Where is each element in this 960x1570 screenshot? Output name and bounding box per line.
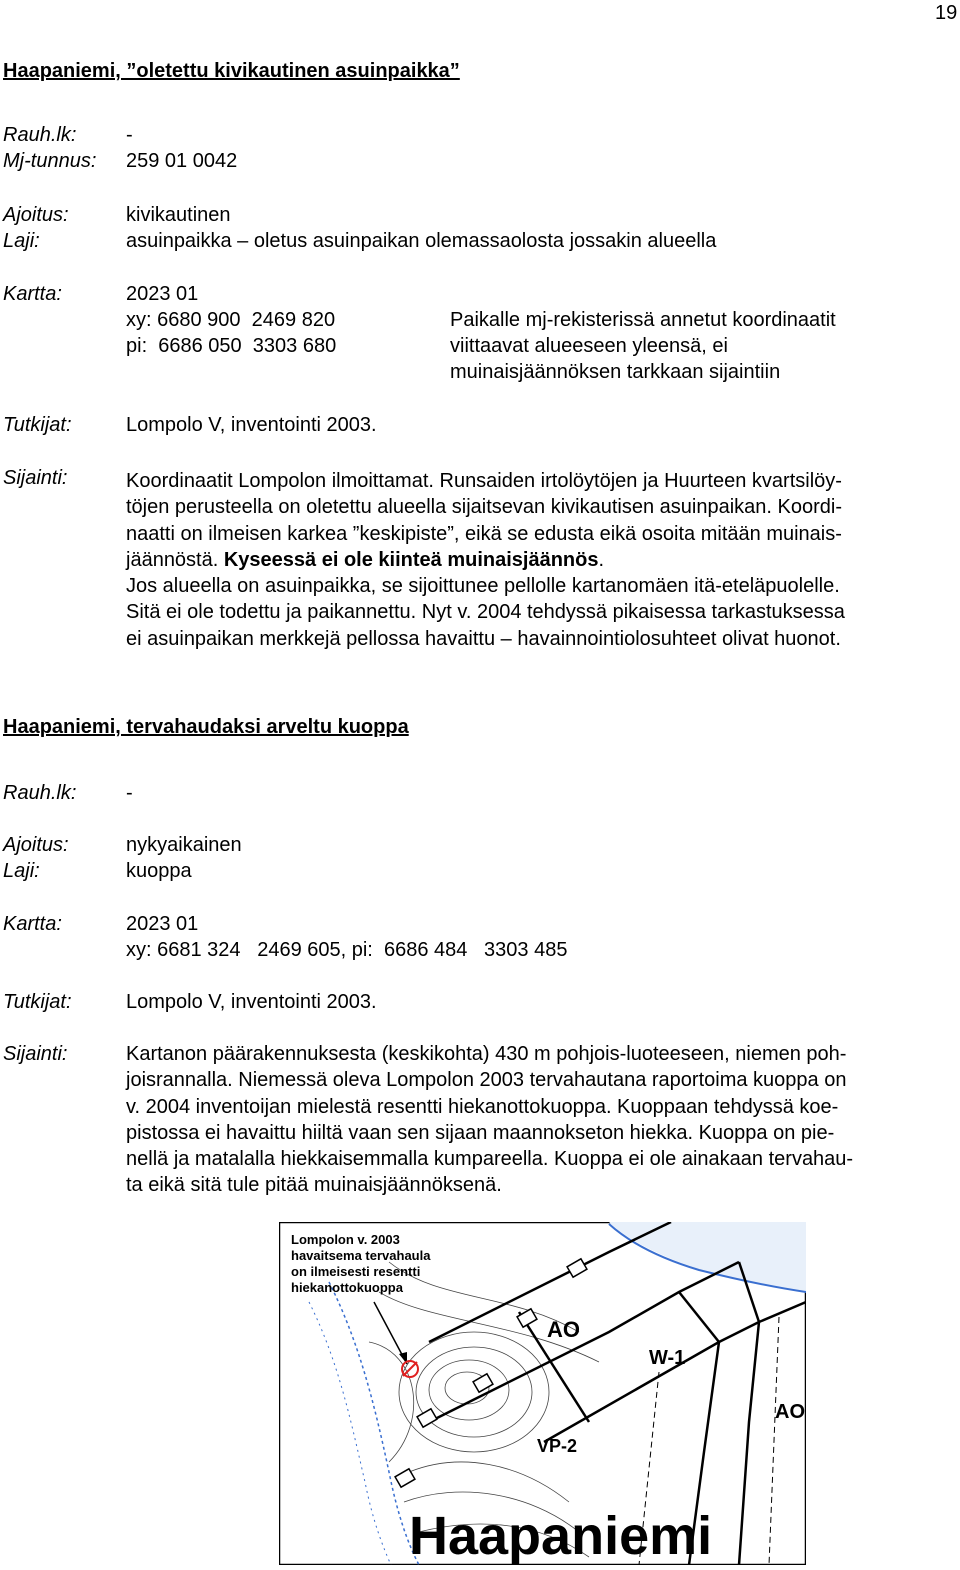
coord-note-line: Paikalle mj-rekisterissä annetut koordinaatit [450,309,836,331]
page-number: 19 [935,2,958,24]
map-place-name: Haapaniemi [409,1506,713,1565]
ajoitus-label: Ajoitus: [3,834,69,856]
rauh-value: - [126,124,133,146]
map-label: VP-2 [537,1436,578,1456]
kartta-label: Kartta: [3,913,62,935]
sijainti-label: Sijainti: [3,467,68,489]
bold-statement: Kyseessä ei ole kiinteä muinaisjäännös [223,548,599,571]
section-2-title: Haapaniemi, tervahaudaksi arveltu kuoppa [3,716,409,738]
line-text: . [598,548,605,571]
ajoitus-value: nykyaikainen [126,834,242,856]
mj-label: Mj-tunnus: [3,150,97,172]
rauh-label: Rauh.lk: [3,782,77,804]
map-label: W-1 [649,1347,686,1369]
paragraph-line: Kartanon päärakennuksesta (keskikohta) 430 m pohjois-luoteeseen, niemen poh- [126,1043,847,1065]
sijainti-label: Sijainti: [3,1043,68,1065]
paragraph-line: joisrannalla. Niemessä oleva Lompolon 2003 tervahautana raportoima kuoppa on [126,1069,847,1092]
paragraph-line: Sitä ei ole todettu ja paikannettu. Nyt v. 2004 tehdyssä pikaisessa tarkastuksessa [126,601,845,624]
tutkijat-value: Lompolo V, inventointi 2003. [126,414,377,436]
site-map [279,1222,806,1565]
tutkijat-label: Tutkijat: [3,414,72,436]
coordinates: xy: 6681 324 2469 605, pi: 6686 484 3303 485 [126,939,568,961]
laji-label: Laji: [3,230,40,252]
map-label: AO [775,1401,805,1423]
paragraph-line [126,547,956,573]
paragraph-line: nellä ja matalalla hiekkaisemmalla kumpareella. Kuoppa ei ole ainakaan tervahau- [126,1148,854,1171]
line-text: jäännöstä. [126,548,224,571]
kartta-value: 2023 01 [126,913,199,935]
rauh-label: Rauh.lk: [3,124,77,146]
paragraph-line: töjen perusteella on oletettu alueella sijaitsevan kivikautisen asuinpaikan. Koordi- [126,496,842,519]
kartta-value: 2023 01 [126,283,199,305]
laji-value: kuoppa [126,860,192,882]
kartta-label: Kartta: [3,283,62,305]
xy-coordinates: xy: 6680 900 2469 820 [126,309,336,331]
laji-label: Laji: [3,860,40,882]
coord-note-line: muinaisjäännöksen tarkkaan sijaintiin [450,361,781,383]
mj-value: 259 01 0042 [126,150,238,172]
sijainti-paragraph [126,468,956,652]
rauh-value: - [126,782,133,804]
paragraph-line: Jos alueella on asuinpaikka, se sijoittunee pellolle kartanomäen itä-eteläpuolelle. [126,575,840,598]
tutkijat-value: Lompolo V, inventointi 2003. [126,991,377,1013]
annotation-line: Lompolon v. 2003 [291,1232,400,1247]
paragraph-line: pistossa ei havaittu hiiltä vaan sen sijaan maannokseton hiekka. Kuoppa on pie- [126,1121,835,1144]
paragraph-line: naatti on ilmeisen karkea ”keskipiste”, eikä se edusta eikä osoita mitään muinais- [126,522,842,545]
paragraph-line: ta eikä sitä tule pitää muinaisjäännöksenä. [126,1174,502,1197]
annotation-line: hiekanottokuoppa [291,1280,403,1295]
sijainti-paragraph [126,1041,956,1199]
map-label: AO [547,1317,580,1342]
annotation-line: havaitsema tervahaula [291,1248,431,1263]
annotation-line: on ilmeisesti resentti [291,1264,421,1279]
coord-note-line: viittaavat alueeseen yleensä, ei [450,335,728,357]
paragraph-line: ei asuinpaikan merkkejä pellossa havaittu – havainnointiolosuhteet olivat huonot. [126,627,841,650]
ajoitus-value: kivikautinen [126,204,231,226]
pi-coordinates: pi: 6686 050 3303 680 [126,335,337,357]
section-1-title: Haapaniemi, ”oletettu kivikautinen asuinpaikka” [3,60,460,82]
tutkijat-label: Tutkijat: [3,991,72,1013]
laji-value: asuinpaikka – oletus asuinpaikan olemassaolosta jossakin alueella [126,230,717,252]
paragraph-line: Koordinaatit Lompolon ilmoittamat. Runsaiden irtolöytöjen ja Huurteen kvartsilöy- [126,470,842,492]
paragraph-line: v. 2004 inventoijan mielestä resentti hiekanottokuoppa. Kuoppaan tehdyssä koe- [126,1095,839,1118]
ajoitus-label: Ajoitus: [3,204,69,226]
